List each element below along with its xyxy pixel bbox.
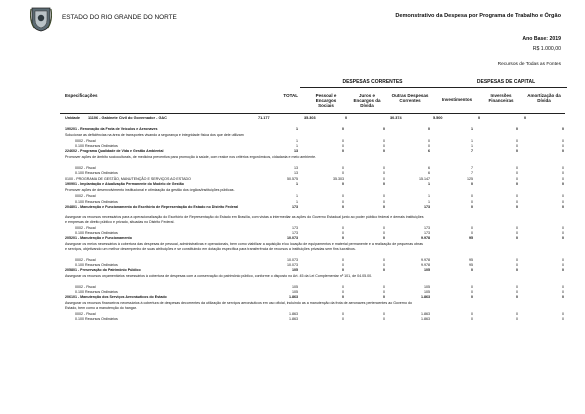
col-financial: Inversões Financeiras bbox=[488, 93, 514, 104]
row-label: 0.100 Recursos Ordinários bbox=[75, 231, 118, 236]
row-label: 0100 - PROGRAMA DE GESTÃO, MANUTENÇÃO E SERVIÇOS AO ESTADO bbox=[65, 176, 191, 181]
value-total: 10.073 bbox=[287, 262, 298, 267]
value-other-current: 1 bbox=[428, 182, 430, 187]
value-amortization: 0 bbox=[562, 139, 564, 143]
row-label: 0002 - Fiscal bbox=[75, 225, 96, 230]
col-total: TOTAL bbox=[283, 93, 298, 98]
row-label: 0.100 Recursos Ordinários bbox=[75, 171, 118, 176]
header-rule bbox=[60, 113, 565, 114]
value-investments: 95 bbox=[469, 257, 473, 262]
value-amortization: 0 bbox=[562, 231, 564, 236]
value-investments: 7 bbox=[471, 171, 473, 176]
value-interest: 0 bbox=[345, 116, 348, 120]
value-personnel: 0 bbox=[342, 225, 344, 230]
value-other-current: 6 bbox=[428, 149, 430, 154]
resource-sources: Recursos de Todas as Fontes bbox=[497, 62, 561, 67]
value-financial: 0 bbox=[516, 257, 518, 262]
value-personnel: 35.303 bbox=[304, 116, 316, 120]
row-label: 0.100 Recursos Ordinários bbox=[75, 262, 118, 267]
value-other-current: 0 bbox=[428, 127, 430, 131]
col-interest: Juros e Encargos da Dívida bbox=[353, 93, 381, 109]
unit-name: 11106 - Gabinete Civil do Governador - GAC bbox=[88, 116, 167, 120]
value-amortization: 0 bbox=[562, 284, 564, 289]
value-total: 71.177 bbox=[258, 116, 270, 120]
value-personnel: 0 bbox=[342, 317, 344, 322]
description-text: Assegurar os recursos orçamentários necessários à cobertura de despesas com a conservação do patrimônio público, conforme o disposto no Art. 45 da Lei Complementar nº 101, de 04.05.00. bbox=[65, 273, 373, 278]
value-financial: 0 bbox=[516, 204, 518, 209]
value-other-current: 1.863 bbox=[421, 317, 430, 322]
value-total: 1 bbox=[296, 127, 298, 131]
report-title: Demonstrativo da Despesa por Programa de Trabalho e Órgão bbox=[395, 13, 561, 19]
value-other-current: 9.978 bbox=[421, 236, 430, 241]
value-amortization: 0 bbox=[562, 225, 564, 230]
description-text: Solucionar as deficiências na área de transportes visando a segurança e integridade física dos que dele utilizam bbox=[65, 132, 244, 137]
value-personnel: 0 bbox=[342, 311, 344, 316]
value-personnel: 0 bbox=[342, 199, 344, 204]
value-interest: 0 bbox=[383, 317, 385, 322]
value-personnel: 0 bbox=[342, 262, 344, 267]
value-total: 1 bbox=[296, 194, 298, 199]
value-total: 173 bbox=[292, 231, 298, 236]
value-investments: 7 bbox=[471, 149, 473, 154]
value-financial: 0 bbox=[516, 149, 518, 154]
value-interest: 0 bbox=[383, 204, 385, 209]
group-capital-expenses: DESPESAS DE CAPITAL bbox=[445, 78, 567, 88]
value-financial: 0 bbox=[516, 284, 518, 289]
value-personnel: 0 bbox=[342, 290, 344, 294]
value-financial: 0 bbox=[516, 171, 518, 176]
value-financial: 0 bbox=[516, 236, 518, 241]
value-interest: 0 bbox=[383, 295, 385, 300]
row-label: 0002 - Fiscal bbox=[75, 139, 96, 143]
value-amortization: 0 bbox=[562, 199, 564, 204]
row-label: 0.100 Recursos Ordinários bbox=[75, 317, 118, 322]
value-investments: 0 bbox=[471, 182, 473, 187]
value-financial: 0 bbox=[516, 199, 518, 204]
state-coat-of-arms-logo bbox=[30, 6, 52, 32]
col-spec: Especificações bbox=[65, 93, 98, 98]
value-financial: 0 bbox=[516, 290, 518, 294]
value-interest: 0 bbox=[383, 144, 385, 149]
value-total: 173 bbox=[292, 204, 298, 209]
value-total: 1.863 bbox=[289, 295, 298, 300]
value-total: 13 bbox=[294, 171, 298, 176]
value-amortization: 0 bbox=[562, 257, 564, 262]
value-investments: 125 bbox=[467, 176, 473, 181]
value-other-current: 15.147 bbox=[419, 176, 430, 181]
value-financial: 0 bbox=[516, 295, 518, 300]
value-amortization: 0 bbox=[562, 268, 564, 273]
value-investments: 0 bbox=[471, 268, 473, 273]
description-text: Assegurar os recursos necessários para a operacionalização do Escritório de Representação do Estado em Brasília, com vistas a intermediar as ações do Governo Estadual junto ao poder público federal e demais instituições e empresas de direito público e privado, situadas no Distrito Federal. bbox=[65, 215, 424, 224]
value-interest: 0 bbox=[383, 290, 385, 294]
value-total: 105 bbox=[292, 290, 298, 294]
value-other-current: 0 bbox=[428, 144, 430, 149]
value-financial: 0 bbox=[516, 311, 518, 316]
value-investments: 1 bbox=[471, 144, 473, 149]
value-personnel: 0 bbox=[342, 295, 344, 300]
value-interest: 0 bbox=[383, 182, 385, 187]
row-label: 0002 - Fiscal bbox=[75, 311, 96, 316]
description-text: Assegurar os recursos financeiros necessários à cobertura de despesas decorrentes da utilização de serviços aeronáuticos em uso oficial, incluindo as a manutenção da frota de aeronaves pertencentes ao Governo do Estado, bem como a manutenção do hangar. bbox=[65, 301, 412, 310]
value-interest: 0 bbox=[383, 194, 385, 199]
value-personnel: 0 bbox=[342, 204, 344, 209]
col-amortization: Amortização da Dívida bbox=[527, 93, 561, 104]
base-year: Ano Base: 2019 bbox=[522, 36, 561, 42]
value-financial: 0 bbox=[516, 176, 518, 181]
value-amortization: 0 bbox=[562, 236, 564, 241]
value-investments: 0 bbox=[471, 225, 473, 230]
value-financial: 0 bbox=[516, 144, 518, 149]
value-interest: 0 bbox=[383, 236, 385, 241]
row-label: 190901 - Implantação e Atualização Permanente do Modelo de Gestão bbox=[65, 182, 184, 187]
value-personnel: 0 bbox=[342, 166, 344, 171]
value-personnel: 35.303 bbox=[333, 176, 344, 181]
value-financial: 0 bbox=[516, 166, 518, 171]
value-total: 10.073 bbox=[287, 257, 298, 262]
value-investments: 0 bbox=[471, 284, 473, 289]
value-personnel: 0 bbox=[342, 171, 344, 176]
value-total: 13 bbox=[294, 149, 298, 154]
row-label: 0002 - Fiscal bbox=[75, 194, 96, 199]
value-investments: 1 bbox=[471, 127, 473, 131]
value-other-current: 9.978 bbox=[421, 262, 430, 267]
value-personnel: 0 bbox=[342, 144, 344, 149]
description-text: Promover ações de desenvolvimento institucional e otimização da gestão dos órgãos/instituições públicas. bbox=[65, 188, 235, 193]
value-total: 105 bbox=[292, 268, 298, 273]
row-label: 0.100 Recursos Ordinários bbox=[75, 144, 118, 149]
value-personnel: 0 bbox=[342, 182, 344, 187]
value-amortization: 0 bbox=[562, 166, 564, 171]
value-interest: 0 bbox=[383, 257, 385, 262]
value-investments: 7 bbox=[471, 166, 473, 171]
value-total: 1 bbox=[296, 144, 298, 149]
row-label: 0002 - Fiscal bbox=[75, 166, 96, 171]
value-total: 13 bbox=[294, 166, 298, 171]
value-personnel: 0 bbox=[342, 268, 344, 273]
value-amortization: 0 bbox=[562, 171, 564, 176]
value-personnel: 0 bbox=[342, 139, 344, 143]
value-financial: 0 bbox=[478, 116, 481, 120]
value-amortization: 0 bbox=[562, 182, 564, 187]
value-other-current: 173 bbox=[424, 225, 430, 230]
value-amortization: 0 bbox=[562, 295, 564, 300]
value-investments: 95 bbox=[469, 262, 473, 267]
value-amortization: 0 bbox=[562, 149, 564, 154]
value-personnel: 0 bbox=[342, 149, 344, 154]
value-interest: 0 bbox=[383, 262, 385, 267]
value-other-current: 1.863 bbox=[421, 311, 430, 316]
value-investments: 0 bbox=[471, 204, 473, 209]
value-amortization: 0 bbox=[562, 204, 564, 209]
value-financial: 0 bbox=[516, 317, 518, 322]
value-interest: 0 bbox=[383, 225, 385, 230]
value-amortization: 0 bbox=[562, 317, 564, 322]
col-personnel: Pessoal e Encargos Sociais bbox=[315, 93, 337, 109]
row-label: 0.100 Recursos Ordinários bbox=[75, 199, 118, 204]
value-other-current: 30.374 bbox=[390, 116, 402, 120]
value-interest: 0 bbox=[383, 176, 385, 181]
value-other-current: 6 bbox=[428, 166, 430, 171]
value-other-current: 173 bbox=[424, 231, 430, 236]
value-investments: 0 bbox=[471, 311, 473, 316]
value-amortization: 0 bbox=[562, 127, 564, 131]
value-investments: 1 bbox=[471, 139, 473, 143]
value-amortization: 0 bbox=[562, 194, 564, 199]
col-other-current: Outras Despesas Correntes bbox=[391, 93, 429, 104]
value-personnel: 0 bbox=[342, 127, 344, 131]
value-interest: 0 bbox=[383, 171, 385, 176]
value-interest: 0 bbox=[383, 268, 385, 273]
value-total: 105 bbox=[292, 284, 298, 289]
value-personnel: 0 bbox=[342, 257, 344, 262]
value-investments: 95 bbox=[469, 236, 473, 241]
unit-label: Unidade bbox=[65, 116, 80, 120]
description-text: Assegurar os meios necessários à cobertura das despesas de pessoal, administrativas e operacionais, bem como viabilizar a aquisição e/ou locação de equipamentos e material permanente e a realização de pequenas obras e serviços, objetivando um melhor desempenho de suas atribuições e se constituindo em dotação específica para transferência de recursos a instituições privadas sem fins lucrativos. bbox=[65, 242, 423, 251]
value-investments: 5.500 bbox=[433, 116, 443, 120]
value-financial: 0 bbox=[516, 231, 518, 236]
row-label: 204801 - Manutenção e Funcionamento do Escritório de Representação do Estado no Distrito Federal bbox=[65, 204, 239, 209]
value-other-current: 0 bbox=[428, 139, 430, 143]
row-label: 0.100 Recursos Ordinários bbox=[75, 290, 118, 294]
value-financial: 0 bbox=[516, 139, 518, 143]
value-other-current: 173 bbox=[424, 204, 430, 209]
value-investments: 0 bbox=[471, 317, 473, 322]
value-other-current: 6 bbox=[428, 171, 430, 176]
value-other-current: 1.863 bbox=[421, 295, 430, 300]
row-label: 205801 - Preservação do Patrimônio Público bbox=[65, 268, 141, 273]
value-interest: 0 bbox=[383, 231, 385, 236]
value-investments: 0 bbox=[471, 295, 473, 300]
value-amortization: 0 bbox=[562, 262, 564, 267]
state-name: ESTADO DO RIO GRANDE DO NORTE bbox=[62, 14, 177, 21]
value-interest: 0 bbox=[383, 284, 385, 289]
value-investments: 0 bbox=[471, 194, 473, 199]
row-label: 206101 - Manutenção dos Serviços Aeronáuticos do Estado bbox=[65, 295, 167, 300]
value-amortization: 0 bbox=[524, 116, 527, 120]
value-personnel: 0 bbox=[342, 284, 344, 289]
row-label: 190201 - Renovação da Frota de Veículos e Aeronaves bbox=[65, 127, 158, 131]
value-other-current: 105 bbox=[424, 284, 430, 289]
value-total: 10.073 bbox=[287, 236, 298, 241]
value-total: 1 bbox=[296, 199, 298, 204]
value-financial: 0 bbox=[516, 127, 518, 131]
value-financial: 0 bbox=[516, 225, 518, 230]
row-label: 0002 - Fiscal bbox=[75, 257, 96, 262]
col-investments: Investimentos bbox=[441, 97, 473, 102]
value-total: 1.863 bbox=[289, 311, 298, 316]
value-total: 1.863 bbox=[289, 317, 298, 322]
value-interest: 0 bbox=[383, 149, 385, 154]
value-interest: 0 bbox=[383, 199, 385, 204]
group-current-expenses: DESPESAS CORRENTES bbox=[300, 78, 445, 88]
row-label: 205201 - Manutenção e Funcionamento bbox=[65, 236, 132, 241]
value-investments: 0 bbox=[471, 199, 473, 204]
value-total: 50.575 bbox=[287, 176, 298, 181]
value-financial: 0 bbox=[516, 182, 518, 187]
value-other-current: 1 bbox=[428, 194, 430, 199]
description-text: Promover ações de âmbito socioculturais, de medicina preventiva para promoção à saúde, com realce nos critérios ergonômicos, cidadania e meio ambiente. bbox=[65, 155, 317, 160]
value-total: 173 bbox=[292, 225, 298, 230]
value-investments: 0 bbox=[471, 231, 473, 236]
value-financial: 0 bbox=[516, 262, 518, 267]
value-amortization: 0 bbox=[562, 176, 564, 181]
value-investments: 0 bbox=[471, 290, 473, 294]
value-other-current: 1 bbox=[428, 199, 430, 204]
value-financial: 0 bbox=[516, 194, 518, 199]
value-interest: 0 bbox=[383, 139, 385, 143]
value-interest: 0 bbox=[383, 311, 385, 316]
row-label: 0002 - Fiscal bbox=[75, 284, 96, 289]
value-other-current: 105 bbox=[424, 290, 430, 294]
value-amortization: 0 bbox=[562, 144, 564, 149]
value-other-current: 9.978 bbox=[421, 257, 430, 262]
value-personnel: 0 bbox=[342, 194, 344, 199]
value-total: 1 bbox=[296, 182, 298, 187]
value-amortization: 0 bbox=[562, 311, 564, 316]
value-interest: 0 bbox=[383, 166, 385, 171]
value-interest: 0 bbox=[383, 127, 385, 131]
value-personnel: 0 bbox=[342, 236, 344, 241]
currency-unit: R$ 1.000,00 bbox=[532, 46, 561, 52]
value-amortization: 0 bbox=[562, 290, 564, 294]
value-financial: 0 bbox=[516, 268, 518, 273]
value-other-current: 105 bbox=[424, 268, 430, 273]
value-personnel: 0 bbox=[342, 231, 344, 236]
value-total: 1 bbox=[296, 139, 298, 143]
row-label: 224602 - Programa Qualidade de Vida e Gestão Ambiental bbox=[65, 149, 164, 154]
